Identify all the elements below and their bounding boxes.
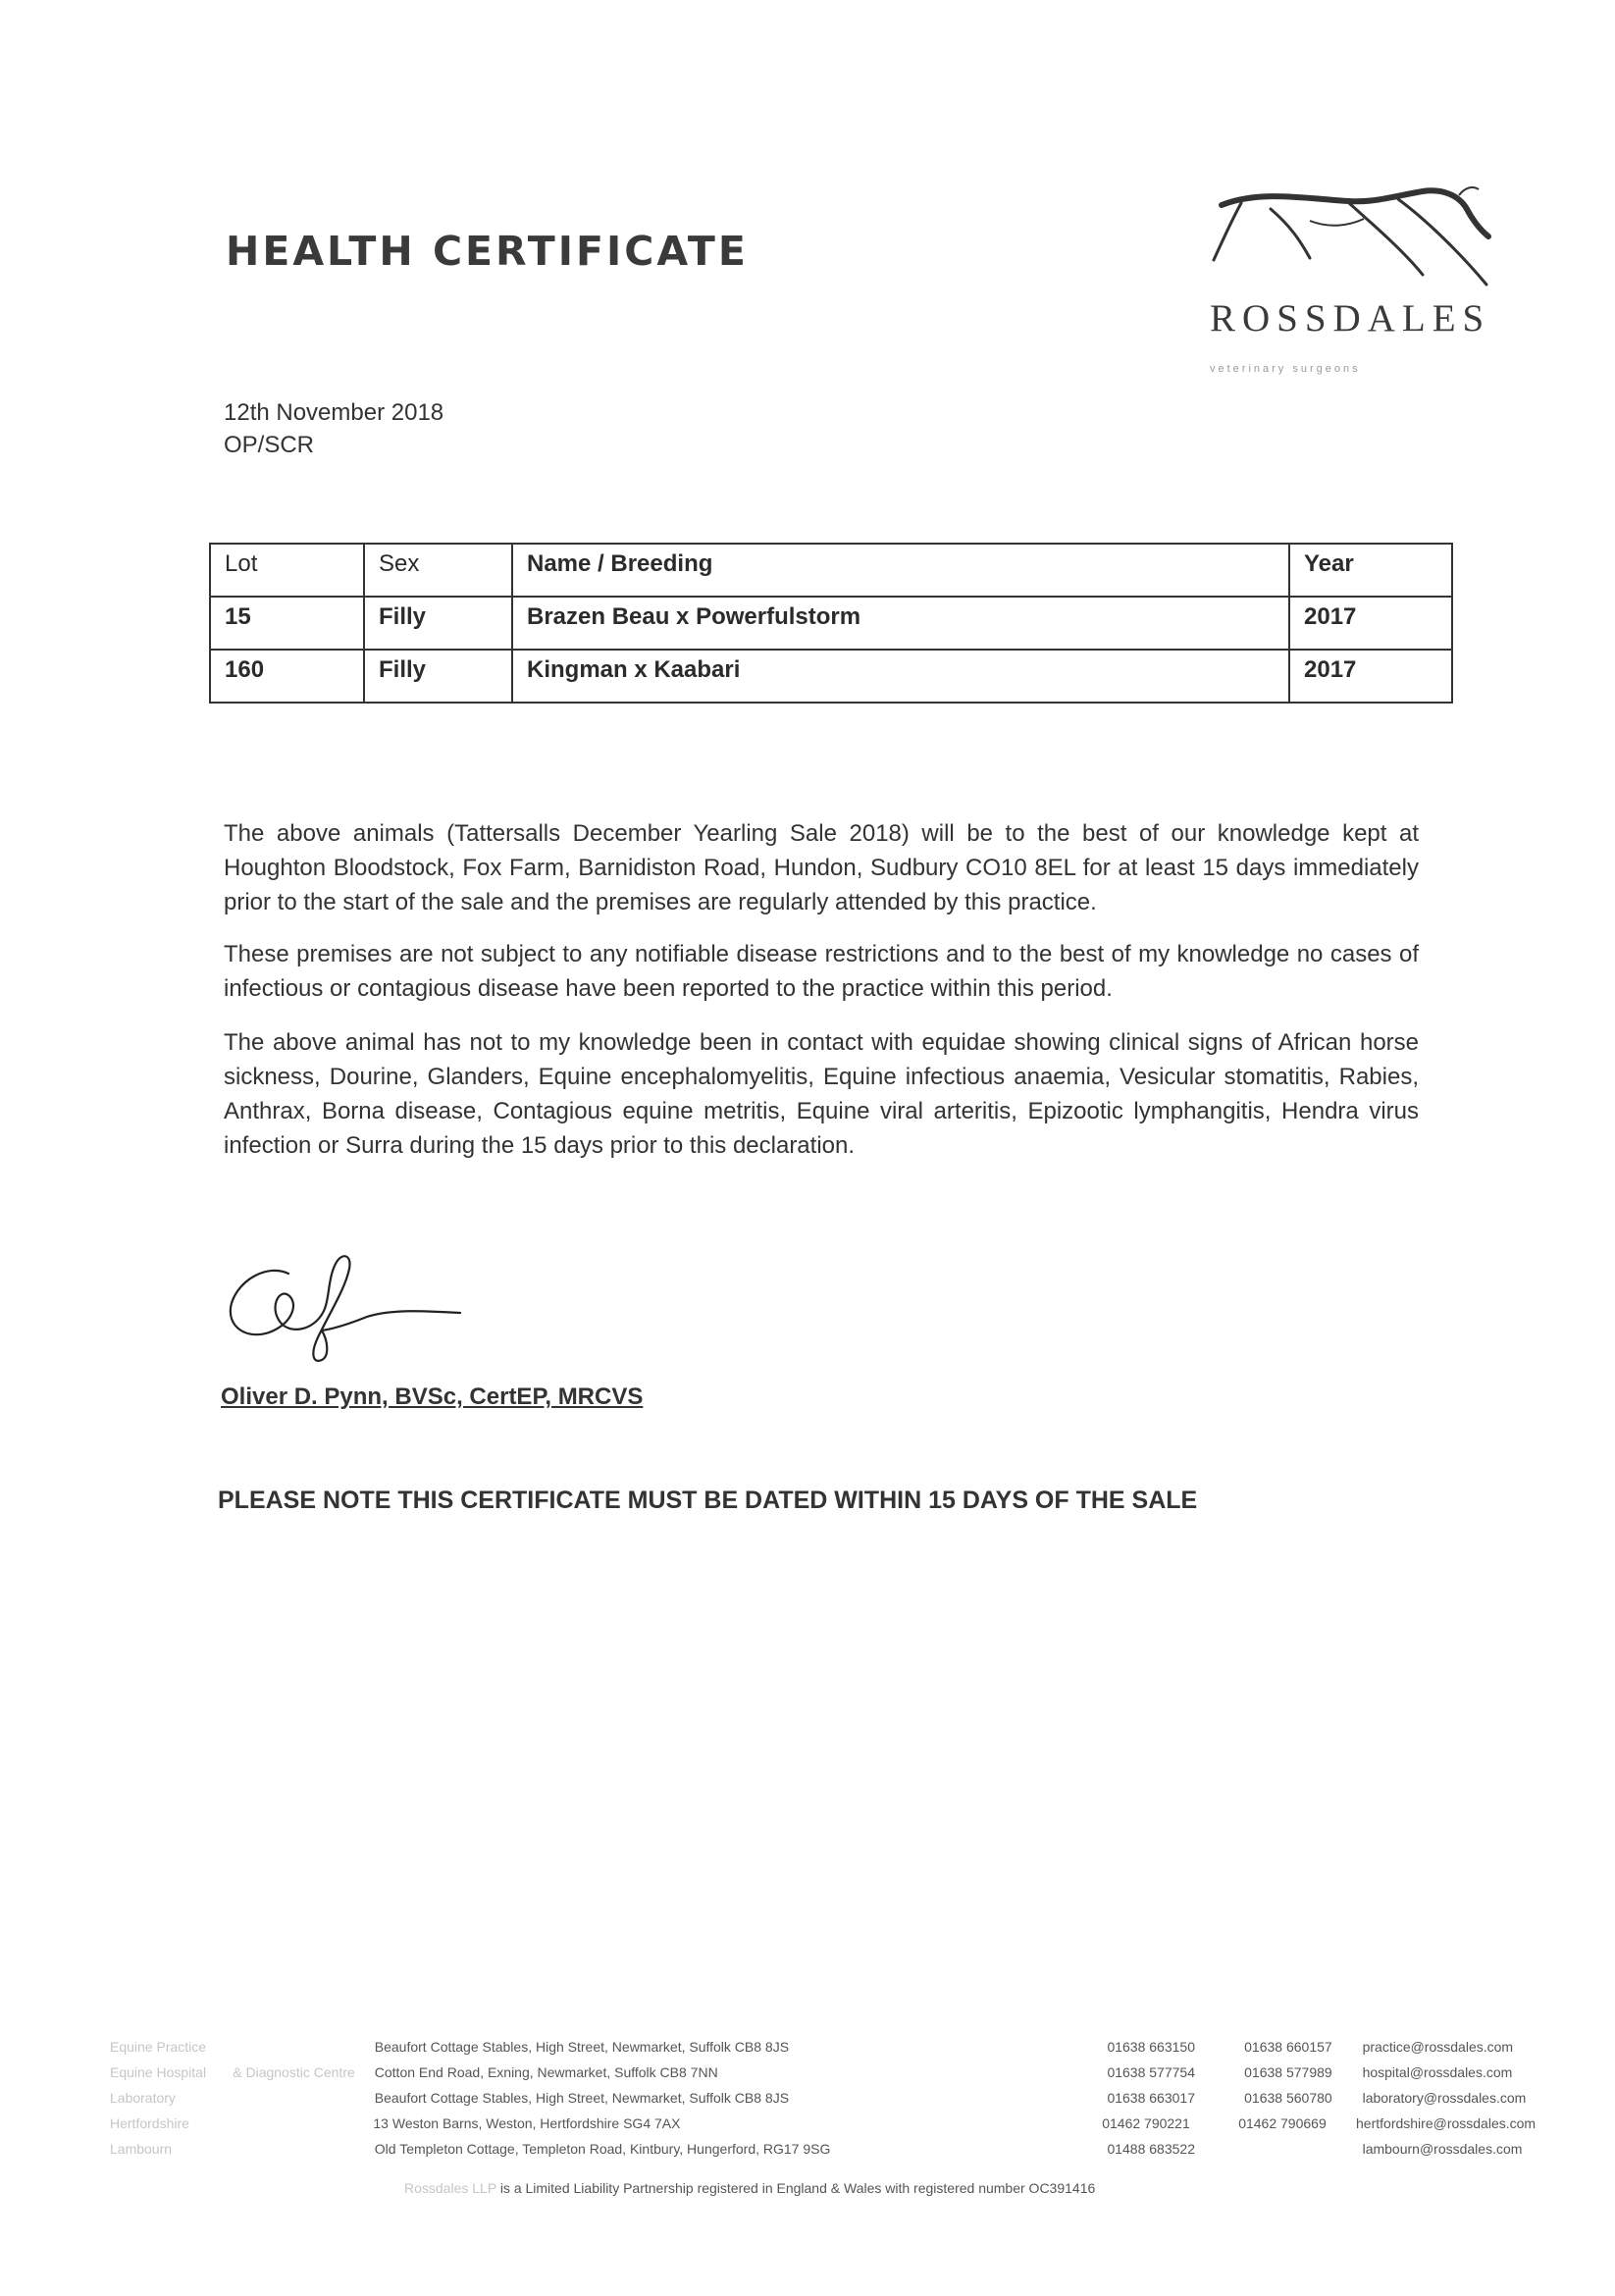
header-name-breeding: Name / Breeding xyxy=(512,544,1289,597)
signature-icon xyxy=(220,1234,475,1367)
logo-wordmark: ROSSDALES xyxy=(1210,297,1491,339)
cell-sex: Filly xyxy=(364,597,512,650)
cell-name: Brazen Beau x Powerfulstorm xyxy=(512,597,1289,650)
header-sex: Sex xyxy=(364,544,512,597)
office-name: Equine Practice xyxy=(110,2039,207,2055)
office-fax: 01638 577989 xyxy=(1244,2064,1332,2080)
legal-prefix: Rossdales LLP xyxy=(404,2180,496,2196)
footer-offices xyxy=(110,2034,1537,2162)
cell-lot: 160 xyxy=(210,650,364,703)
cell-lot: 15 xyxy=(210,597,364,650)
logo-tagline: veterinary surgeons xyxy=(1210,363,1361,375)
cell-year: 2017 xyxy=(1289,597,1452,650)
table-row xyxy=(210,597,1452,650)
table-row xyxy=(210,650,1452,703)
office-desc xyxy=(233,2136,375,2162)
office-name: Hertfordshire xyxy=(110,2115,189,2131)
office-address: Cotton End Road, Exning, Newmarket, Suffolk CB8 7NN xyxy=(374,2064,718,2080)
office-email: practice@rossdales.com xyxy=(1362,2039,1514,2055)
office-email: hertfordshire@rossdales.com xyxy=(1356,2115,1537,2131)
office-tel: 01638 577754 xyxy=(1107,2064,1195,2080)
list-item xyxy=(110,2060,1533,2085)
office-tel: 01462 790221 xyxy=(1102,2115,1190,2131)
office-desc xyxy=(233,2085,375,2111)
office-address: Beaufort Cottage Stables, High Street, Newmarket, Suffolk CB8 8JS xyxy=(374,2039,790,2055)
header-lot: Lot xyxy=(210,544,364,597)
paragraph-diseases: The above animal has not to my knowledge been in contact with equidae showing clinical signs of African horse sickness, Dourine, Glanders, Equine encephalomyelitis, Equine infectious anaemia, Vesicular stomatitis, Rabies, Anthrax, Borna disease, Contagious equine metritis, Equine viral arteritis, Epizootic lymphangitis, Hendra virus infection or Surra during the 15 days prior to this declaration. xyxy=(224,1029,1419,1159)
letter-date: 12th November 2018 xyxy=(224,399,444,426)
office-name: Equine Hospital xyxy=(110,2064,207,2080)
horse-table xyxy=(209,543,1453,704)
list-item xyxy=(110,2111,1537,2136)
office-name: Laboratory xyxy=(110,2090,176,2106)
list-item xyxy=(110,2085,1533,2111)
legal-text: is a Limited Liability Partnership registered in England & Wales with registered number OC391416 xyxy=(499,2180,1096,2196)
certificate-notice: PLEASE NOTE THIS CERTIFICATE MUST BE DATED WITHIN 15 DAYS OF THE SALE xyxy=(218,1487,1198,1514)
office-fax: 01638 560780 xyxy=(1244,2090,1332,2106)
office-tel: 01638 663017 xyxy=(1107,2090,1195,2106)
office-fax: 01638 660157 xyxy=(1244,2039,1332,2055)
cell-name: Kingman x Kaabari xyxy=(512,650,1289,703)
office-desc xyxy=(233,2034,375,2060)
table-header-row xyxy=(210,544,1452,597)
footer-legal xyxy=(404,2180,1095,2196)
office-name: Lambourn xyxy=(110,2141,173,2157)
office-desc xyxy=(233,2111,374,2136)
paragraph-premises: The above animals (Tattersalls December Yearling Sale 2018) will be to the best of our knowledge kept at Houghton Bloodstock, Fox Farm, Barnidiston Road, Hundon, Sudbury CO10 8EL for at least 15 days immediately prior to the start of the sale and the premises are regularly attended by this practice. xyxy=(224,820,1419,915)
office-tel: 01488 683522 xyxy=(1107,2141,1195,2157)
letter-reference: OP/SCR xyxy=(224,432,315,458)
office-address: 13 Weston Barns, Weston, Hertfordshire SG4 7AX xyxy=(373,2115,681,2131)
list-item xyxy=(110,2136,1533,2162)
cell-sex: Filly xyxy=(364,650,512,703)
paragraph-restrictions: These premises are not subject to any notifiable disease restrictions and to the best of my knowledge no cases of infectious or contagious disease have been reported to the practice within this period. xyxy=(224,941,1419,1002)
letter-meta xyxy=(224,396,443,461)
office-email: hospital@rossdales.com xyxy=(1362,2064,1513,2080)
office-tel: 01638 663150 xyxy=(1107,2039,1195,2055)
document-title: HEALTH CERTIFICATE xyxy=(226,228,749,275)
office-fax xyxy=(1244,2136,1362,2162)
office-email: laboratory@rossdales.com xyxy=(1362,2090,1527,2106)
office-email: lambourn@rossdales.com xyxy=(1362,2141,1523,2157)
signer-name: Oliver D. Pynn, BVSc, CertEP, MRCVS xyxy=(221,1383,644,1410)
office-address: Beaufort Cottage Stables, High Street, Newmarket, Suffolk CB8 8JS xyxy=(374,2090,790,2106)
list-item xyxy=(110,2034,1533,2060)
rossdales-horse-logo-icon xyxy=(1202,182,1511,378)
office-address: Old Templeton Cottage, Templeton Road, Kintbury, Hungerford, RG17 9SG xyxy=(374,2141,831,2157)
office-desc: & Diagnostic Centre xyxy=(233,2064,355,2080)
header-year: Year xyxy=(1289,544,1452,597)
office-fax: 01462 790669 xyxy=(1238,2115,1327,2131)
cell-year: 2017 xyxy=(1289,650,1452,703)
